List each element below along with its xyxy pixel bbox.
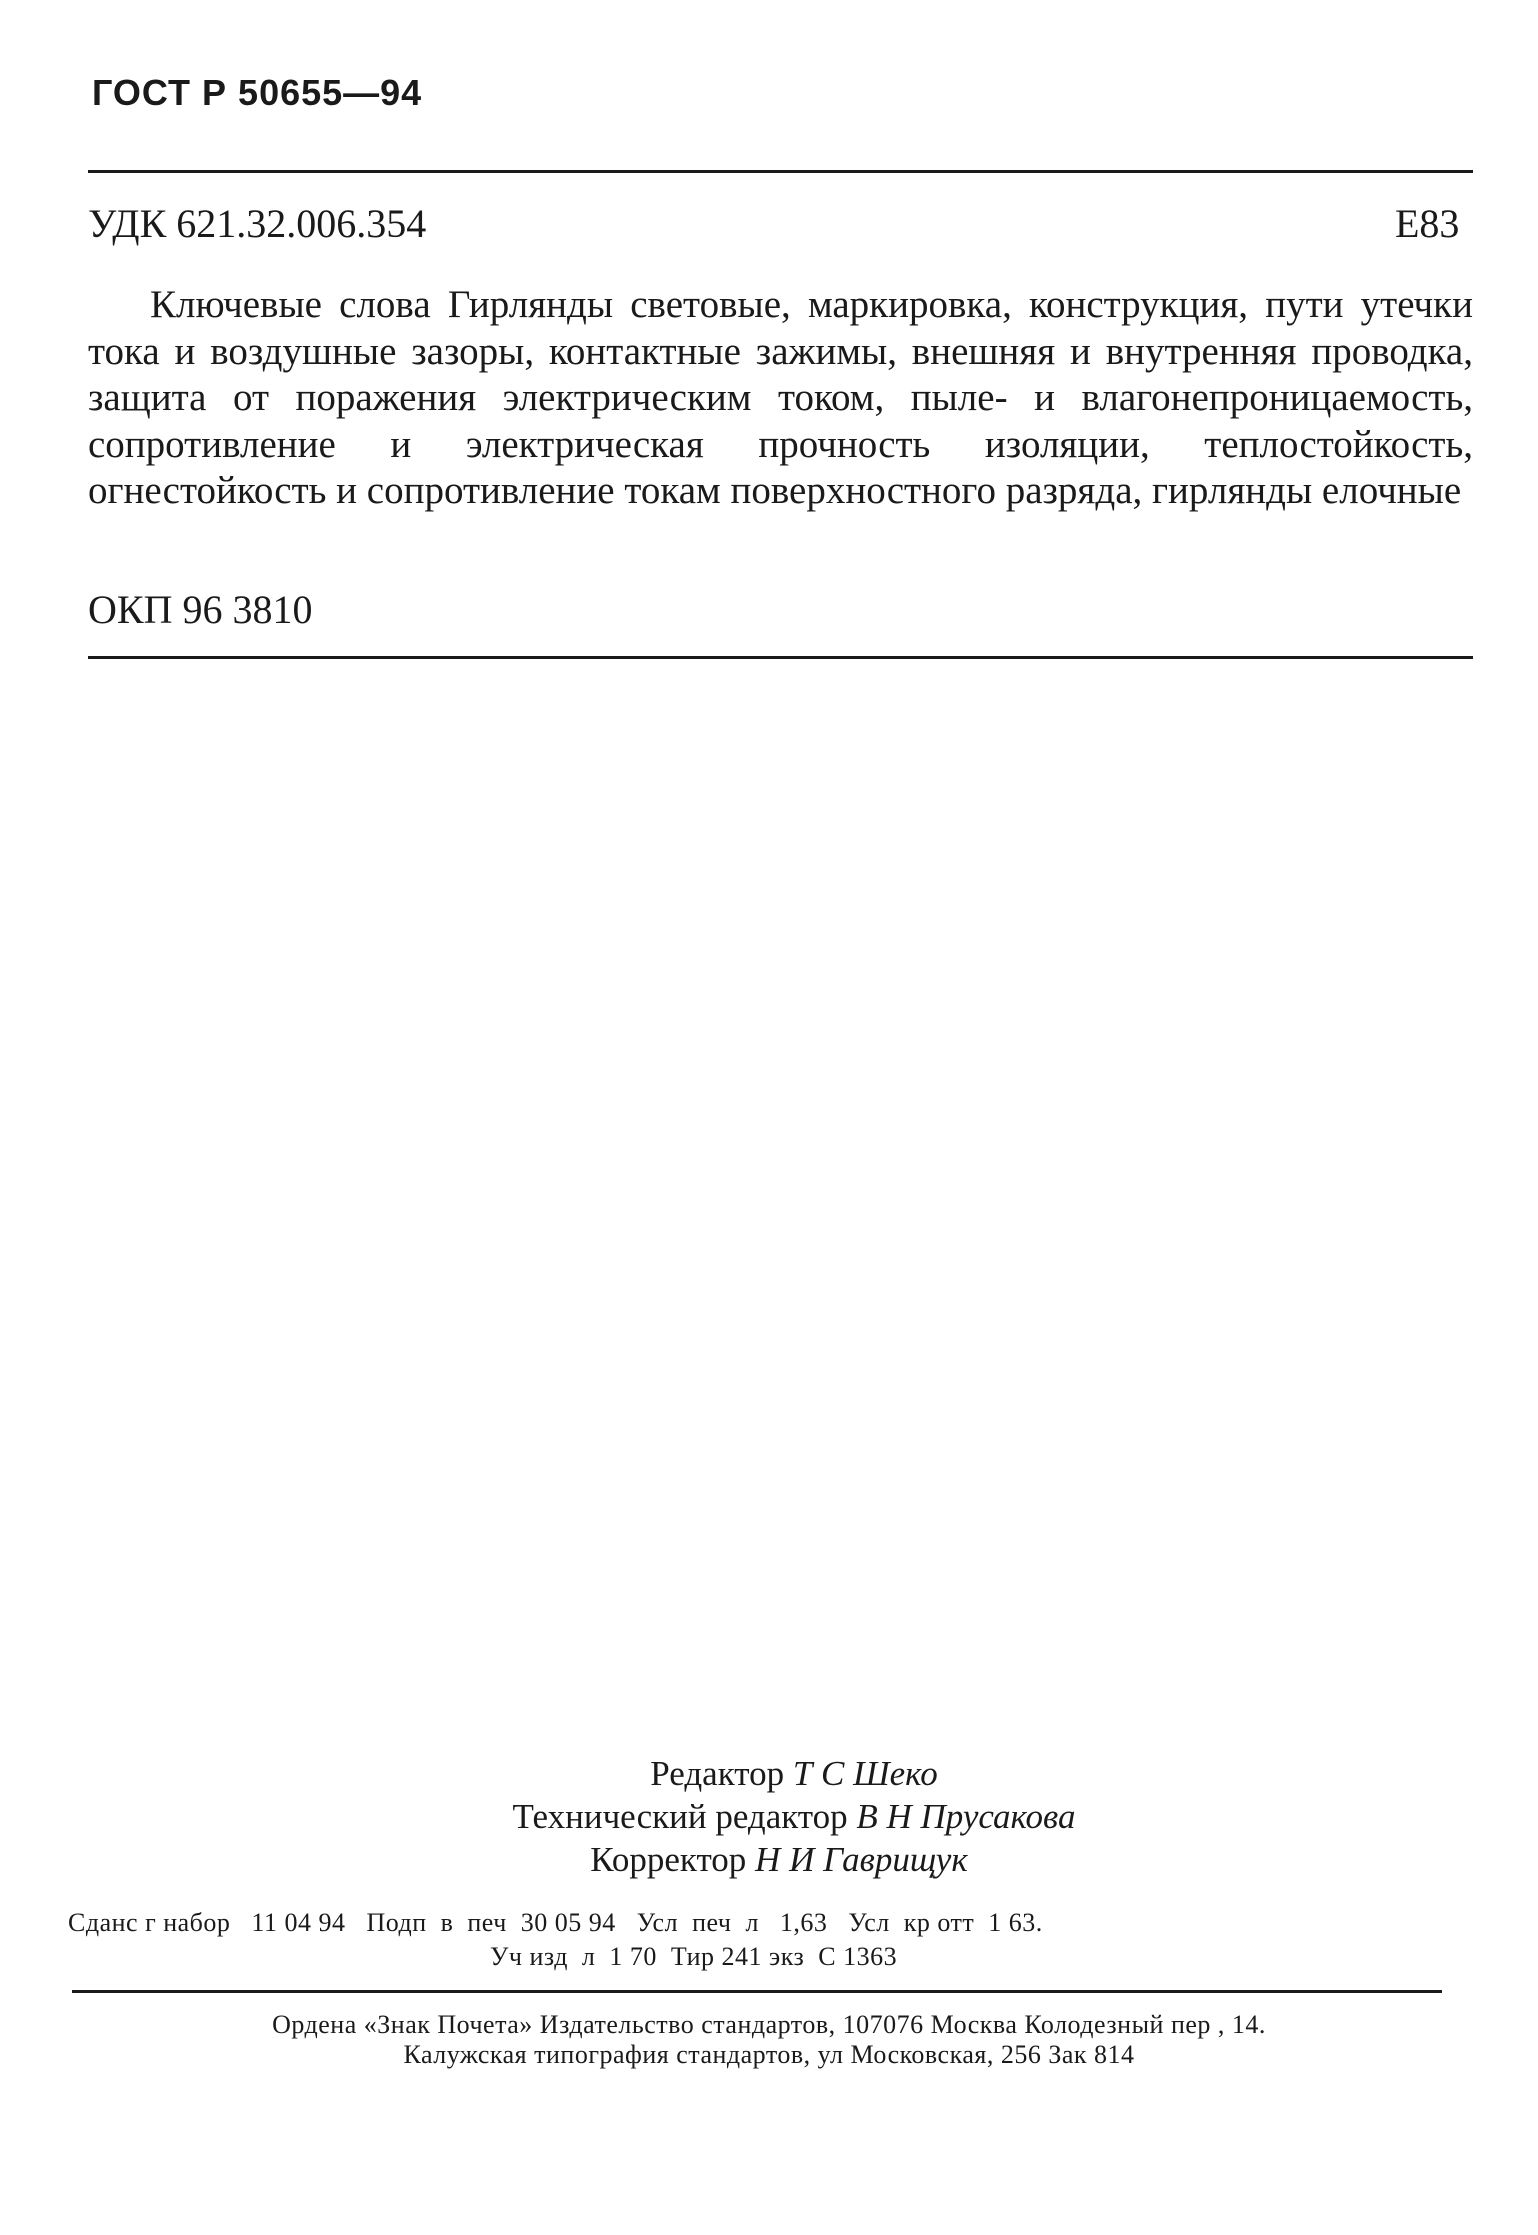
udk-code: УДК 621.32.006.354 xyxy=(88,201,427,246)
tech-editor-line xyxy=(0,1795,1538,1838)
print-data-line-1: Сданс г набор 11 04 94 Подп в печ 30 05 94 Усл печ л 1,63 Усл кр отт 1 63. xyxy=(68,1908,1043,1937)
editor-name: Т С Шеко xyxy=(792,1754,938,1793)
classification-divider xyxy=(88,656,1473,659)
proofreader-line xyxy=(0,1838,1538,1881)
credits-block xyxy=(0,1752,1538,1881)
tech-editor-name: В Н Прусакова xyxy=(856,1797,1076,1836)
publisher-line: Ордена «Знак Почета» Издательство стандартов, 107076 Москва Колодезный пер , 14. xyxy=(272,2010,1266,2039)
print-data-line-2: Уч изд л 1 70 Тир 241 экз С 1363 xyxy=(490,1942,898,1971)
footer-divider xyxy=(72,1990,1442,1993)
tech-editor-role: Технический редактор xyxy=(512,1797,848,1836)
group-code: Е83 xyxy=(1395,201,1460,246)
printer-line: Калужская типография стандартов, ул Московская, 256 Зак 814 xyxy=(403,2040,1135,2069)
top-divider xyxy=(88,170,1473,173)
keywords-text: Гирлянды световые, маркировка, конструкция, пути утечки тока и воздушные зазоры, контактные зажимы, внешняя и внутренняя проводка, защита от поражения электрическим током, пыле- и влагонепроницаемость, сопротивление и электрическая прочность изоляции, теплостойкость, огнестойкость и сопротивление токам поверхностного разряда, гирлянды елочные xyxy=(88,283,1473,512)
keywords-label: Ключевые слова xyxy=(150,283,431,326)
editor-line xyxy=(0,1752,1538,1795)
editor-role: Редактор xyxy=(650,1754,785,1793)
proofreader-role: Корректор xyxy=(590,1840,747,1879)
document-designation: ГОСТ Р 50655—94 xyxy=(92,72,423,113)
keywords-paragraph xyxy=(88,282,1473,515)
okp-code: ОКП 96 3810 xyxy=(88,587,313,632)
proofreader-name: Н И Гаврищук xyxy=(755,1840,968,1879)
